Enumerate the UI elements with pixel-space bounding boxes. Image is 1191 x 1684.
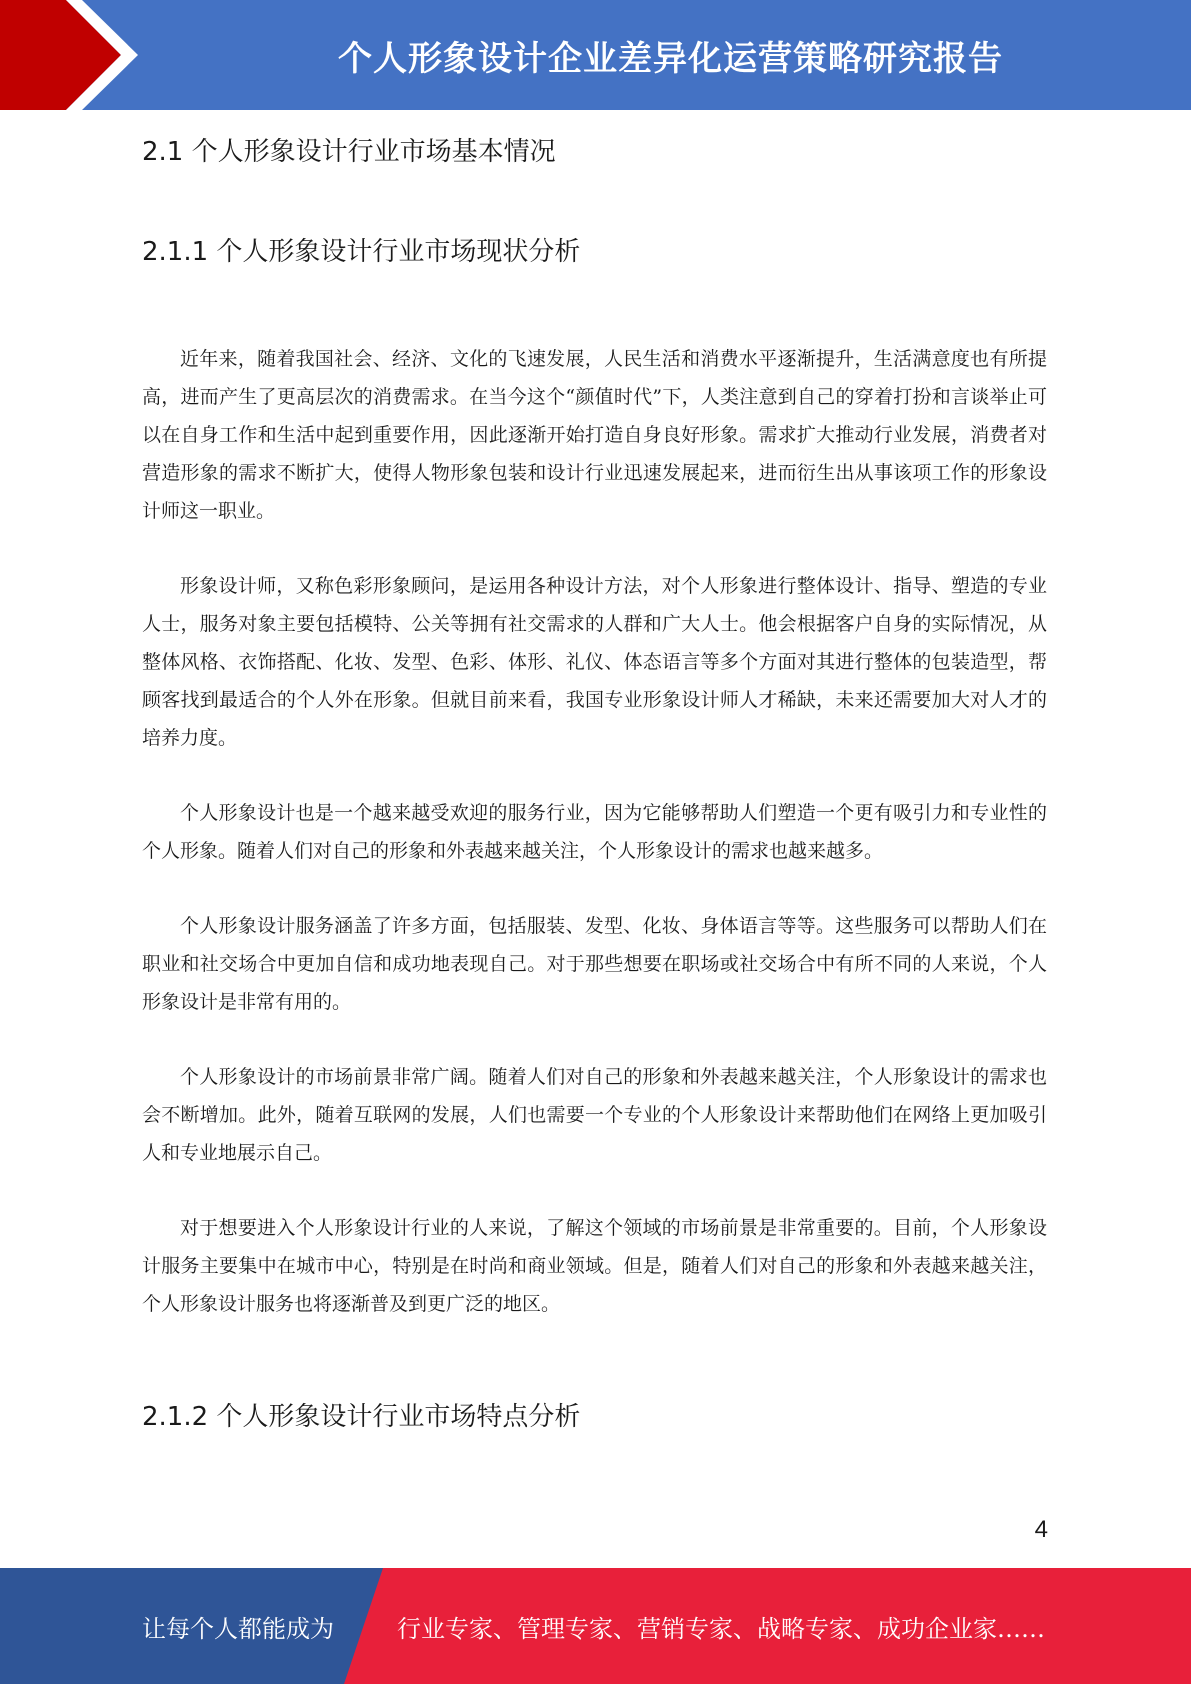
section-heading: 2.1 个人形象设计行业市场基本情况 (142, 137, 556, 167)
subsection-heading-1: 2.1.1 个人形象设计行业市场现状分析 (142, 237, 581, 267)
header-banner (0, 0, 1191, 110)
paragraph: 对于想要进入个人形象设计行业的人来说，了解这个领域的市场前景是非常重要的。目前，个人形象设计服务主要集中在城市中心，特别是在时尚和商业领域。但是，随着人们对自己的形象和外表越来越关注，个人形象设计服务也将逐渐普及到更广泛的地区。 (142, 1217, 1047, 1315)
paragraph: 个人形象设计的市场前景非常广阔。随着人们对自己的形象和外表越来越关注，个人形象设计的需求也会不断增加。此外，随着互联网的发展，人们也需要一个专业的个人形象设计来帮助他们在网络上更加吸引人和专业地展示自己。 (142, 1066, 1047, 1164)
subsection-heading-2: 2.1.2 个人形象设计行业市场特点分析 (142, 1402, 581, 1432)
header-arrow-decoration (0, 0, 160, 110)
paragraph: 个人形象设计服务涵盖了许多方面，包括服装、发型、化妆、身体语言等等。这些服务可以帮助人们在职业和社交场合中更加自信和成功地表现自己。对于那些想要在职场或社交场合中有所不同的人来说，个人形象设计是非常有用的。 (142, 915, 1047, 1013)
paragraph: 形象设计师，又称色彩形象顾问，是运用各种设计方法，对个人形象进行整体设计、指导、塑造的专业人士，服务对象主要包括模特、公关等拥有社交需求的人群和广大人士。他会根据客户自身的实际情况，从整体风格、衣饰搭配、化妆、发型、色彩、体形、礼仪、体态语言等多个方面对其进行整体的包装造型，帮顾客找到最适合的个人外在形象。但就目前来看，我国专业形象设计师人才稀缺，未来还需要加大对人才的培养力度。 (142, 575, 1047, 749)
main-content (142, 128, 1047, 1360)
paragraph: 近年来，随着我国社会、经济、文化的飞速发展，人民生活和消费水平逐渐提升，生活满意度也有所提高，进而产生了更高层次的消费需求。在当今这个“颜值时代”下，人类注意到自己的穿着打扮和言谈举止可以在自身工作和生活中起到重要作用，因此逐渐开始打造自身良好形象。需求扩大推动行业发展，消费者对营造形象的需求不断扩大，使得人物形象包装和设计行业迅速发展起来，进而衍生出从事该项工作的形象设计师这一职业。 (142, 348, 1047, 522)
footer-slogan-left: 让每个人都能成为 (142, 1614, 334, 1643)
footer-banner (0, 1568, 1191, 1684)
paragraphs (142, 340, 1047, 1323)
page-number: 4 (1034, 1516, 1048, 1543)
report-title: 个人形象设计企业差异化运营策略研究报告 (338, 38, 1003, 79)
paragraph: 个人形象设计也是一个越来越受欢迎的服务行业，因为它能够帮助人们塑造一个更有吸引力和专业性的个人形象。随着人们对自己的形象和外表越来越关注，个人形象设计的需求也越来越多。 (142, 802, 1047, 862)
footer-slogan-right: 行业专家、管理专家、营销专家、战略专家、成功企业家…… (397, 1614, 1045, 1643)
